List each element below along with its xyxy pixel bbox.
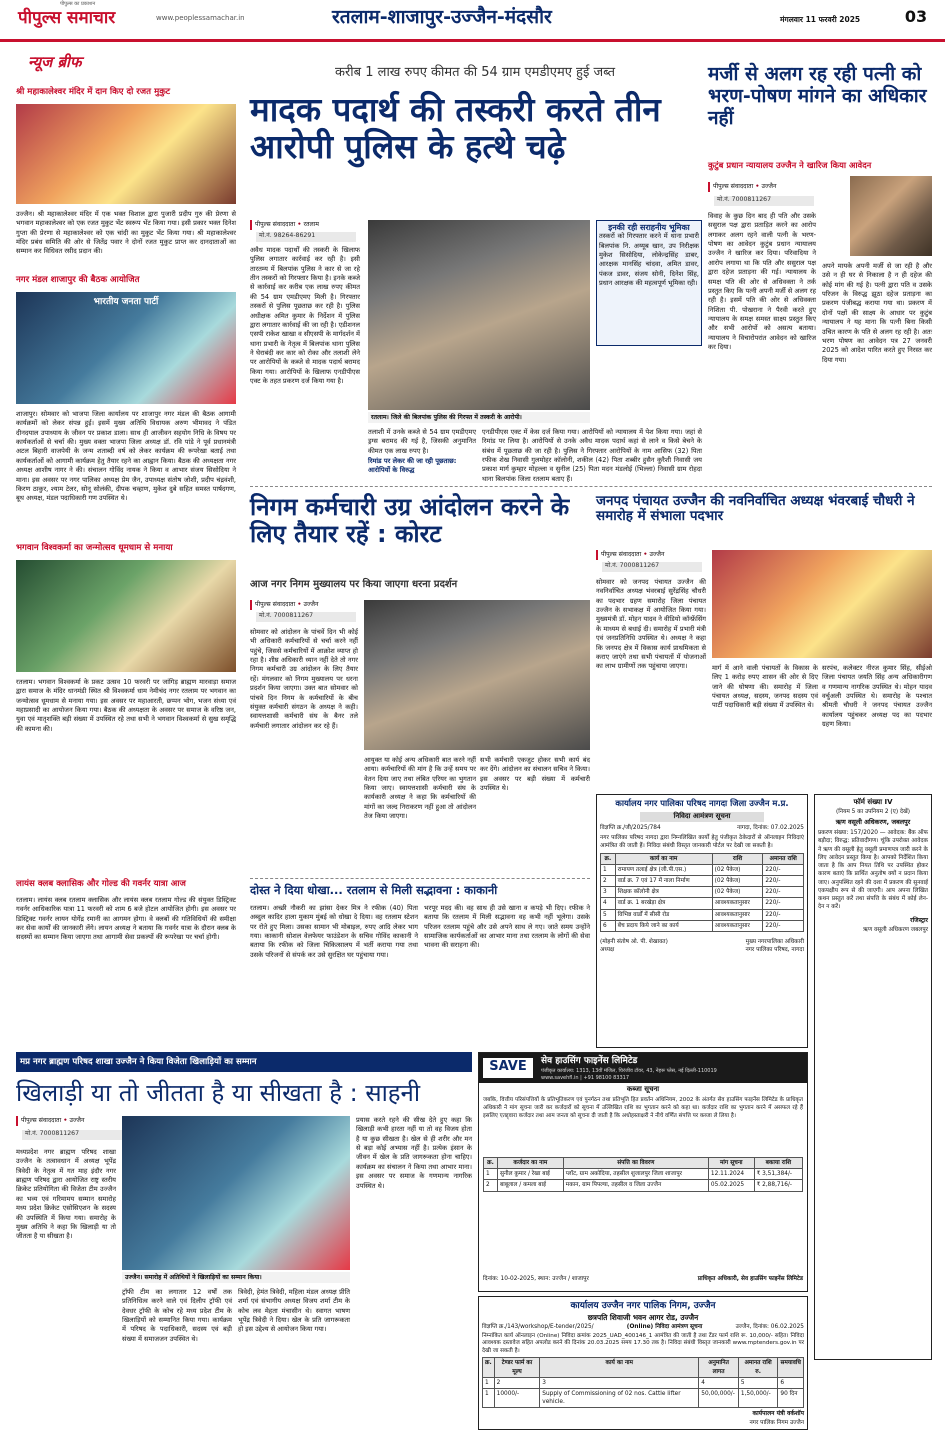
sv-cell: 1 xyxy=(484,1169,498,1180)
tender-nagda-intro: नगर पालिका परिषद नागदा द्वारा निम्नलिखित कार्यों हेतु पंजीकृत ठेकेदारों से ऑनलाइन निविदाएं आमंत्रित की जाती हैं। निविदा संबंधी विस्तृत जानकारी पोर्टल पर देखी जा सकती है। xyxy=(600,835,804,850)
tu-c4: 1,50,000/- xyxy=(738,1388,778,1407)
issue-date: मंगलवार 11 फरवरी 2025 xyxy=(780,15,861,24)
table-row xyxy=(601,909,804,920)
tu-h2: कार्य का नाम xyxy=(540,1358,699,1377)
tender-ujjain-table xyxy=(482,1357,804,1408)
sv-h2: संपत्ति का विवरण xyxy=(563,1158,708,1169)
brahmin-body-2: ट्रॉफी टीम का लगातार 12 वर्षों तक प्रतिनिधित्व करने वाले एवं दिलीप ट्रॉफी एवं देवधर ट्रॉफी के कोच रहे मध्य प्रदेश टीम के खिलाड़ियों को सम्मानित किया गया। कार्यक्रम में परिषद के पदाधिकारी, सदस्य एवं बड़ी संख्या में समाजजन उपस्थित थे। xyxy=(122,1288,232,1343)
save-ad xyxy=(478,1052,808,1292)
alimony-mobile: मो.नं. 7000811267 xyxy=(714,196,814,206)
tn-cell: 4 xyxy=(601,898,616,909)
brahmin-body-1: मध्यप्रदेश नगर ब्राह्मण परिषद शाखा उज्जैन के तत्वावधान में अध्यक्ष भूपेंद्र त्रिवेदी के नेतृत्व में गत माह इंदौर नगर ब्राह्मण परिषद द्वारा आयोजित राष्ट्र स्तरीय क्रिकेट प्रतियोगिता की विजेता टीम उज्जैन का भव्य एवं गरिमामय सम्मान समारोह मध्य प्रदेश क्रिकेट एसोसिएशन के सदस्य की उपस्थिति में किया गया। समारोह के मुख्य अतिथि ने कहा कि खिलाड़ी या तो जीतता है या सीखता है। xyxy=(16,1148,116,1241)
brahmin-photo xyxy=(122,1116,350,1270)
news-brief-column xyxy=(16,50,236,820)
tu-h0: क्र. xyxy=(483,1358,495,1377)
tu-h4: अमानत राशि रु. xyxy=(738,1358,778,1377)
brahmin-headline: खिलाड़ी या तो जीतता है या सीखता है : साहनी xyxy=(16,1079,421,1107)
edition-title: रतलाम-शाजापुर-उज्जैन-मंदसौर xyxy=(332,6,552,28)
friend-headline: दोस्त ने दिया धोखा... रतलाम से मिली सद्भावना : काकानी xyxy=(250,883,498,897)
friend-body-2: भरपूर मदद की। वह साथ ही उसे खाना व कपड़े भी दिए। रफीक ने बताया कि रतलाम में मिली सद्भावना वह कभी नहीं भूलेगा। उसके परिजन रतलाम पहुंचे और उसे अपने साथ ले गए। जाते समय उन्होंने सामाजिक कार्यकर्ताओं का आभार माना तथा रतलाम के लोगों की सेवा भावना की सराहना की। xyxy=(424,904,590,950)
logo-tag: पीपुल्स का प्रकाशन xyxy=(60,1,96,7)
tn-cell: (02 पैकेज) xyxy=(712,875,763,886)
tender-nagda-subtitle: निविदा आमंत्रण सूचना xyxy=(640,812,764,822)
lead-headline: मादक पदार्थ की तस्करी करते तीन आरोपी पुलिस के हत्थे चढ़े xyxy=(250,90,661,166)
tender-nagda xyxy=(596,794,808,1048)
tu-n4: 5 xyxy=(738,1377,778,1388)
brief-2-title: नगर मंडल शाजापुर की बैठक आयोजित xyxy=(16,275,140,285)
lead-callout: रिमांड पर लेकर की जा रही पूछताछ: आरोपियों के विरुद्ध xyxy=(368,457,457,475)
divider-1 xyxy=(250,486,932,487)
brief-3-photo xyxy=(16,560,236,672)
alimony-deck: कुटुंब प्रधान न्यायालय उज्जैन ने खारिज किया आवेदन xyxy=(708,160,872,170)
brief-1-title: श्री महाकालेश्वर मंदिर में दान किए दो रजत मुकुट xyxy=(16,87,171,97)
lead-byline: पीपुल्स संवाददाता • रतलाम xyxy=(250,220,370,230)
tender-ujjain-ref-row xyxy=(482,1323,804,1331)
brief-2-photo xyxy=(16,292,236,404)
tender-nagda-ref-row xyxy=(600,824,804,832)
janpad-byline: पीपुल्स संवाददाता • उज्जैन xyxy=(596,550,726,560)
tender-ujjain-sign: कार्यपालन यंत्री वर्कशॉप xyxy=(752,1410,804,1418)
corporation-byline-name: पीपुल्स संवाददाता xyxy=(255,601,296,608)
save-phone: +91 98100 83317 xyxy=(583,1075,629,1081)
tender-ujjain-sign-2: नगर पालिक निगम उज्जैन xyxy=(749,1419,804,1426)
tu-n1: 2 xyxy=(494,1377,540,1388)
janpad-body-2: मार्ग में आने वाली पंचायतों के विकास के लिए 1 करोड़ रुपए शासन की ओर से दिए जाने की घोषणा की। समारोह में जिला पंचायत अध्यक्ष, सदस्य, जनपद सदस्य एवं पार्टी पदाधिकारी बड़ी संख्या में उपस्थित थे। xyxy=(712,664,818,710)
tn-cell: 1 xyxy=(601,864,616,875)
table-row xyxy=(601,875,804,886)
masthead xyxy=(0,0,945,42)
news-brief-tag: न्यूज ब्रीफ xyxy=(28,53,82,71)
tn-cell: शिक्षक कॉलोनी क्षेत्र xyxy=(615,887,712,898)
sv-cell: बाबूलाल / कमला बाई xyxy=(497,1180,563,1191)
save-notice: जबकि, वित्तीय परिसंपत्तियों के प्रतिभूतिकरण एवं पुनर्गठन तथा प्रतिभूति हित प्रवर्तन अधिनियम, 2002 के अंतर्गत सेव हाउसिंग फाइनेंस लिमिटेड के प्राधिकृत अधिकारी ने मांग सूचना जारी कर कर्जदारों को सूचना में उल्लिखित राशि का भुगतान करने को कहा था। कर्जदार राशि का भुगतान करने में असफल रहे हैं इसलिए एतद्द्वारा कर्जदार तथा आम जनता को सूचना दी जाती है कि अधोहस्ताक्षरी ने नीचे वर्णित संपत्ति पर कब्जा ले लिया है। xyxy=(483,1097,803,1119)
tu-n2: 3 xyxy=(540,1377,699,1388)
tn-sign-right-name: मुख्य नगरपालिका अधिकारी xyxy=(745,939,804,946)
brief-3-title: भगवान विश्वकर्मा का जन्मोत्सव धूमधाम से मनाया xyxy=(16,543,173,553)
tn-h0: क्र. xyxy=(601,853,616,864)
alimony-byline-city: उज्जैन xyxy=(761,183,777,190)
brahmin-kicker-bar xyxy=(16,1052,472,1072)
tn-cell: आवश्यकतानुसार xyxy=(712,898,763,909)
brahmin-body-4: प्रयास करते रहने की सीख देते हुए कहा कि खिलाड़ी कभी हारता नहीं या तो वह विजय होता है या कुछ सीखता है। खेल से ही शरीर और मन से बड़ा कोई अभ्यास नहीं है। प्रत्येक इंसान के जीवन में खेल के प्रति जागरूकता होना चाहिए। कार्यक्रम का संचालन ने किया तथा आभार माना। इस अवसर पर समाज के गणमान्य नागरिक उपस्थित थे। xyxy=(356,1116,472,1190)
save-footer: दिनांक: 10-02-2025, स्थान: उज्जैन / शाजापुर xyxy=(483,1276,589,1282)
sv-h0: क्र. xyxy=(484,1158,498,1169)
tender-nagda-sign-left xyxy=(600,938,668,954)
save-address: पंजीकृत कार्यालय: 1313, 13वीं मंजिल, चिरंजीव टॉवर, 43, नेहरू प्लेस, नई दिल्ली-110019 xyxy=(541,1068,717,1074)
save-ad-header xyxy=(479,1053,807,1083)
tender-nagda-ref: विज्ञप्ति क्र./जी/2025/784 xyxy=(600,824,661,831)
corporation-deck: आज नगर निगम मुख्यालय पर किया जाएगा धरना प्रदर्शन xyxy=(250,579,458,590)
janpad-byline-city: उज्जैन xyxy=(649,551,665,558)
sv-cell: ₹ 3,51,384/- xyxy=(754,1169,802,1180)
lead-photo xyxy=(368,220,590,410)
tn-cell: विभिन्न वार्डों में सीसी रोड xyxy=(615,909,712,920)
tn-cell: 220/- xyxy=(763,875,804,886)
corporation-byline: पीपुल्स संवाददाता • उज्जैन xyxy=(250,600,370,610)
save-notice-title: कब्जा सूचना xyxy=(626,1085,660,1093)
table-row xyxy=(483,1388,804,1407)
brief-1-photo xyxy=(16,104,236,204)
tender-nagda-table xyxy=(600,853,804,933)
sv-cell: मकान, ग्राम पिपल्या, तहसील व जिला उज्जैन xyxy=(563,1180,708,1191)
corporation-photo xyxy=(364,600,590,750)
brahmin-byline: पीपुल्स संवाददाता • उज्जैन xyxy=(16,1116,136,1126)
tn-cell: (02 पैकेज) xyxy=(712,864,763,875)
table-row xyxy=(484,1180,803,1191)
alimony-headline: मर्जी से अलग रह रही पत्नी को भरण-पोषण मांगने का अधिकार नहीं xyxy=(708,63,927,129)
sv-cell: 05.02.2025 xyxy=(708,1180,754,1191)
tu-c1: 10000/- xyxy=(494,1388,540,1407)
tender-ujjain-date: उज्जैन, दिनांक: 06.02.2025 xyxy=(735,1324,804,1331)
tn-cell: आवश्यकतानुसार xyxy=(712,909,763,920)
lead-mobile: मो.नं. 98264-86291 xyxy=(256,232,356,242)
sv-h3: मांग सूचना xyxy=(708,1158,754,1169)
save-table-wrap xyxy=(483,1157,803,1261)
tu-n0: 1 xyxy=(483,1377,495,1388)
lead-body-1: अवैध मादक पदार्थों की तस्करी के खिलाफ पुलिस लगातार कार्रवाई कर रही है। इसी तारतम्य में बिलपांक पुलिस ने कार से जा रहे तीन तस्करों को गिरफ्तार किया है। इनके कब्जे से कार्रवाई कर करीब एक लाख रुपए कीमत की 54 ग्राम एमडीएमए मिली है। गिरफ्तार तस्करों से पुलिस पूछताछ कर रही है। पुलिस अधीक्षक अमित कुमार के निर्देशन में पुलिस द्वारा लगातार कार्रवाई की जा रही है। एडीशनल एसपी राकेश खाखा व सीएसपी के मार्गदर्शन में थाना प्रभारी के नेतृत्व में बिलपांक थाना पुलिस ने घेराबंदी कर कार को रोका और तलाशी लेने पर आरोपियों के कब्जे से मादक पदार्थ बरामद किया गया। आरोपियों के खिलाफ एनडीपीएस एक्ट के तहत प्रकरण दर्ज किया गया है। xyxy=(250,246,360,386)
save-sign: प्राधिकृत अधिकारी, सेव हाउसिंग फाइनेंस लिमिटेड xyxy=(697,1276,803,1282)
corporation-headline: निगम कर्मचारी उग्र आंदोलन करने के लिए तैयार रहें : कोरट xyxy=(250,493,570,548)
tn-h1: कार्य का नाम xyxy=(615,853,712,864)
brahmin-kicker: मप्र नगर ब्राह्मण परिषद शाखा उज्जैन ने किया विजेता खिलाड़ियों का सम्मान xyxy=(20,1057,257,1067)
save-logo: SAVE xyxy=(483,1058,533,1078)
save-table xyxy=(483,1157,803,1192)
appreciation-title: इनकी रही सराहनीय भूमिका xyxy=(608,223,690,232)
tn-cell: 6 xyxy=(601,920,616,931)
corporation-mobile: मो.नं. 7000811267 xyxy=(256,612,356,622)
lead-kicker: करीब 1 लाख रुपए कीमत की 54 ग्राम एमडीएमए हुई जब्त xyxy=(335,65,615,80)
janpad-body-3: सरपंच, कलेक्टर नीरज कुमार सिंह, सीईओ जिला पंचायत जयति सिंह अन्य अधिकारीगण व गणमान्य नागरिक उपस्थित थे। मोहन यादव वर्चुअली उपस्थित थे। समारोह के पश्चात श्रीमती चौधरी ने जनपद पंचायत उज्जैन कार्यालय पहुंचकर अध्यक्ष पद का पदभार ग्रहण किया। xyxy=(822,664,932,729)
table-row xyxy=(484,1169,803,1180)
sv-cell: ₹ 2,88,716/- xyxy=(754,1180,802,1191)
tender-nagda-date: नागदा, दिनांक: 07.02.2025 xyxy=(737,824,804,831)
lead-body-3: एनडीपीएस एक्ट में केस दर्ज किया गया। आरोपियों को न्यायालय में पेश किया गया। जहां से रिमांड पर लिया है। आरोपियों से उनके अवैध मादक पदार्थ कहां से लाने व किसे बेचने के संबंध में पूछताछ की जा रही है। पुलिस ने गिरफ्तार आरोपियों के नाम आसिफ (32) पिता रफीक शेख निवासी गुलमोहर कॉलोनी, शकील (42) पिता शब्बीर हुसैन कुरैशी निवासी जय प्रकाश मार्ग कुम्हार मोहल्ला व सुनील (25) पिता मदन मंडलोई (भिल्ला) निवासी ग्राम रोहदा थाना बिलपांक जिला रतलाम बताए हैं। xyxy=(482,428,702,483)
table-row xyxy=(601,898,804,909)
tu-h5: समयावधि xyxy=(778,1358,804,1377)
tender-ujjain-ref: विज्ञप्ति क्र./143/workshop/E-tender/2025/ xyxy=(482,1324,594,1331)
tu-n3: 4 xyxy=(699,1377,739,1388)
sv-cell: प्लॉट, ग्राम अकोदिया, तहसील शुजालपुर जिला शाजापुर xyxy=(563,1169,708,1180)
tn-cell: 2 xyxy=(601,875,616,886)
tender-ujjain xyxy=(478,1296,808,1430)
brahmin-body-3: त्रिवेदी, हेमंत त्रिवेदी, महिला मंडल अध्यक्ष प्रीति शर्मा एवं संभागीय अध्यक्ष विजय शर्मा टीम के कोच लव मेहता मंचासीन थे। स्वागत भाषण भूपेंद्र त्रिवेदी ने दिया। खेल के प्रति जागरूकता हो इस उद्देश्य से आयोजन किया गया। xyxy=(238,1288,350,1334)
corporation-body-2: आयुक्त या कोई अन्य अधिकारी बात करने नहीं आया। कर्मचारियों की मांग है कि उन्हें समय पर वेतन दिया जाए तथा लंबित एरियर का भुगतान किया जाए। स्वायत्तशासी कर्मचारी संघ के कार्यकारी अध्यक्ष ने कहा कि कर्मचारियों की मांगों का जल्द निराकरण नहीं हुआ तो आंदोलन तेज किया जाएगा। xyxy=(364,756,476,821)
website: www.peoplessamachar.in xyxy=(156,14,245,22)
lead-byline-name: पीपुल्स संवाददाता xyxy=(255,221,296,228)
tn-cell: 220/- xyxy=(763,920,804,931)
divider-2 xyxy=(250,878,590,879)
tn-sign-right-role: नगर पालिका परिषद, नागदा xyxy=(745,947,804,954)
brief-4-title: लायंस क्लब क्लासिक और गोल्ड की गवर्नर यात्रा आज xyxy=(16,879,186,889)
sv-cell: 2 xyxy=(484,1180,498,1191)
friend-body-1: रतलाम। अच्छी नौकरी का झांसा देकर मित्र ने रफीक (40) पिता अब्दुल कादिर हाला मुकाम मुंबई को धोखा दे दिया। वह रतलाम स्टेशन पर रोते हुए मिला। उसका सामान भी मोबाइल, रुपए आदि लेकर भाग गया। काकानी सोशल वेलफेयर फाउंडेशन के सचिव गोविंद काकानी ने बताया कि रफीक को जिला चिकित्सालय में भर्ती कराया गया तथा उसके परिजनों से संपर्क कर उसे सुरक्षित घर पहुंचाया गया। xyxy=(250,904,418,959)
tn-cell: 220/- xyxy=(763,864,804,875)
brief-2-body: शाजापुर। सोमवार को भाजपा जिला कार्यालय पर शाजापुर नगर मंडल की बैठक आगामी कार्यक्रमों को लेकर संपन्न हुई। इसमें मुख्य अतिथि विधायक अरुण भीमावद ने पंडित दीनदयाल उपाध्याय के जीवन पर प्रकाश डाला। साथ ही आजीवन सहयोग निधि के विषय पर कार्यकर्ताओं से चर्चा की। मुख्य वक्ता भाजपा जिला अध्यक्ष डॉ. रवि पांडे ने पूर्व प्रधानमंत्री अटल बिहारी वाजपेयी के जन्म शताब्दी वर्ष को लेकर कार्यक्रम की रूपरेखा बताई तथा कार्यकर्ताओं को आगामी कार्यक्रम हेतु तैयार रहने का आह्वान किया। बैठक की अध्यक्षता नगर अध्यक्ष आशीष नागर ने की। संचालन गोविंद नायक ने किया व आभार संजय सिसोदिया ने माना। इस अवसर पर नगर पालिका अध्यक्ष प्रेम जैन, उपाध्यक्ष संतोष जोशी, प्रदीप चंद्रवंशी, किरण ठाकुर, श्याम टेलर, सोनू सोलंकी, दीपक चव्हाण, मुकेश दुबे सहित समस्त पार्षदगण, बूथ अध्यक्ष, मंडल पदाधिकारी गण उपस्थित थे। xyxy=(16,410,236,503)
legal-court: ऋण वसूली अधिकरण, जबलपुर xyxy=(835,818,911,827)
corporation-byline-city: उज्जैन xyxy=(303,601,319,608)
save-web: www.savehfl.in xyxy=(541,1075,579,1081)
tn-cell: 220/- xyxy=(763,909,804,920)
sv-h1: कर्जदार का नाम xyxy=(497,1158,563,1169)
table-row xyxy=(601,887,804,898)
brahmin-byline-name: पीपुल्स संवाददाता xyxy=(21,1117,62,1124)
tn-cell: बेंच प्रदाय किये जाने का कार्य xyxy=(615,920,712,931)
janpad-body-1: सोमवार को जनपद पंचायत उज्जैन की नवनिर्वाचित अध्यक्ष भंवरबाई सुरेंद्रसिंह चौधरी का पदभार ग्रहण समारोह जिला पंचायत उज्जैन के सभाकक्ष में आयोजित किया गया। मुख्यमंत्री डॉ. मोहन यादव ने वीडियो कॉन्फ्रेंसिंग के माध्यम से बधाई दी। समारोह में प्रभारी मंत्री एवं जनप्रतिनिधि उपस्थित थे। अध्यक्ष ने कहा कि जनपद क्षेत्र में विकास कार्य प्राथमिकता से कराए जाएंगे तथा सभी पंचायतों में योजनाओं का लाभ ग्रामीणों तक पहुंचाया जाएगा। xyxy=(596,578,706,671)
tn-h3: अमानत राशि xyxy=(763,853,804,864)
appreciation-body: तस्करों को गिरफ्तार करने में थाना प्रभारी बिलपांक नि. अय्यूब खान, उप निरीक्षक मुकेश सिसोदिया, लोकेन्द्रसिंह डाबर, आरक्षक मानसिंह चांदवा, अमित डावर, पंकज डावर, संजय सोनी, दिनेश सिंह, प्रधान आरक्षक की महत्वपूर्ण भूमिका रही। xyxy=(599,232,699,287)
alimony-byline: पीपुल्स संवाददाता • उज्जैन xyxy=(708,182,838,192)
tender-ujjain-intro: निम्नांकित कार्य ऑनलाइन (Online) निविदा क्रमांक 2025_UAD_400146_1 आमंत्रित की जाती है तथा टेंडर फार्म राशि रू. 10,000/- सहित। निविदा आवश्यक दस्तावेज सहित अपलोड करने की दिनांक 20.03.2025 समय 17.30 तक है। निविदा संबंधी विस्तृत जानकारी www.mptenders.gov.in पर देखी जा सकती है। xyxy=(482,1332,804,1355)
janpad-headline: जनपद पंचायत उज्जैन की नवनिर्वाचित अध्यक्ष भंवरबाई चौधरी ने समारोह में संभाला पदभार xyxy=(596,493,915,525)
tender-ujjain-subtitle: छत्रपति शिवाजी भवन आगर रोड, उज्जैन xyxy=(587,1312,699,1322)
tu-c5: 90 दिन xyxy=(778,1388,804,1407)
tu-c3: 50,00,000/- xyxy=(699,1388,739,1407)
tn-cell: वार्ड क्र. 1 बरखेड़ा क्षेत्र xyxy=(615,898,712,909)
tn-sign-left-name: (मोहनी संतोष ओ. पी. शेखावत) xyxy=(600,939,668,946)
tn-cell: 3 xyxy=(601,887,616,898)
save-contact: www.savehfl.in | +91 98100 83317 xyxy=(541,1075,629,1081)
janpad-photo xyxy=(712,550,932,658)
tn-cell: 5 xyxy=(601,909,616,920)
janpad-byline-name: पीपुल्स संवाददाता xyxy=(601,551,642,558)
janpad-mobile: मो.नं. 7000811267 xyxy=(602,562,702,572)
save-title: सेव हाउसिंग फाइनेंस लिमिटेड xyxy=(541,1056,638,1066)
tu-c0: 1 xyxy=(483,1388,495,1407)
brief-2-banner: भारतीय जनता पार्टी xyxy=(93,297,159,307)
table-row xyxy=(601,864,804,875)
alimony-body-2: अपने मायके अपनी मर्जी से जा रही है और उसे न ही घर से निकाला है न ही दहेज की कोई मांग की गई है। पत्नी द्वारा पति व उसके परिजन के विरुद्ध झूठा दहेज प्रताड़ना का प्रकरण पंजीबद्ध कराया गया था। प्रकरण में दोनों पक्षों की साक्ष्य के आधार पर कुटुंब न्यायालय ने यह माना कि पत्नी बिना किसी उचित कारण के पति से अलग रह रही है। अतः भरण पोषण का आवेदन पत्र 27 जनवरी 2025 को आदेश पारित करते हुए निरस्त कर दिया गया। xyxy=(822,262,932,364)
lead-byline-city: रतलाम xyxy=(303,221,320,228)
lead-photo-caption: रतलाम। जिले की बिलपांक पुलिस की गिरफ्त में तस्करी के आरोपी। xyxy=(368,412,590,423)
sv-cell: सुनील कुमार / रेखा बाई xyxy=(497,1169,563,1180)
tn-cell: 220/- xyxy=(763,887,804,898)
legal-subtitle: (नियम 5 का उपनियम 2 (ए) देखें) xyxy=(835,808,911,815)
brahmin-mobile: मो.नं. 7000811267 xyxy=(22,1130,122,1140)
tn-sign-left-role: अध्यक्ष xyxy=(600,947,615,954)
logo: पीपुल्स समाचार xyxy=(18,8,116,28)
tu-h1: टेण्डर फार्म का मूल्य xyxy=(494,1358,540,1377)
tu-c2: Supply of Commissioning of 02 nos. Cattle lifter vehicle. xyxy=(540,1388,699,1407)
brief-4-body: रतलाम। लायंस क्लब रतलाम क्लासिक और लायंस क्लब रतलाम गोल्ड की संयुक्त डिस्ट्रिक्ट गवर्नर आधिकारिक यात्रा 11 फरवरी को शाम 6 बजे होटल आयोजित होगी। इस अवसर पर डिस्ट्रिक्ट गवर्नर लायन योगेंद्र रमानी का आगमन होगा। वे क्लबों की गतिविधियों की समीक्षा कर सेवा कार्यों की जानकारी लेंगे। लायन अध्यक्ष ने बताया कि गवर्नर यात्रा के दौरान क्लब के सदस्यों का सम्मान किया जाएगा तथा आगामी सेवा प्रकल्पों की रूपरेखा पर चर्चा होगी। xyxy=(16,896,236,942)
legal-notice xyxy=(814,794,932,1360)
tn-cell: आवश्यकतानुसार xyxy=(712,920,763,931)
legal-footer-2: ऋण वसूली अधिकरण जबलपुर xyxy=(863,926,928,933)
tender-ujjain-title: कार्यालय उज्जैन नगर पालिक निगम, उज्जैन xyxy=(570,1301,716,1311)
tender-ujjain-line: (Online) निविदा आमंत्रण सूचना xyxy=(626,1324,703,1331)
tn-cell: 220/- xyxy=(763,898,804,909)
tender-nagda-signs xyxy=(600,938,804,954)
sv-cell: 12.11.2024 xyxy=(708,1169,754,1180)
tender-nagda-sign-right xyxy=(745,938,804,954)
appreciation-box xyxy=(596,220,702,346)
brief-3-body: रतलाम। भगवान विश्वकर्मा के प्रकट उत्सव 10 फरवरी पर जांगिड़ ब्राह्मण मारवाड़ा समाज द्वारा समाज के मंदिर धानमंडी स्थित श्री विश्वकर्मा धाम नेमीचंद नगर रतलाम पर भगवान का जन्मोत्सव धूमधाम से मनाया गया। इस अवसर पर महाआरती, छप्पन भोग, भजन संध्या एवं महाप्रसादी का आयोजन किया गया। बैठक की अध्यक्षता के अवसर पर समाज के वरिष्ठ जन, युवा एवं मातृशक्ति बड़ी संख्या में उपस्थित रहे तथा सभी ने भगवान विश्वकर्मा से सुख समृद्धि की कामना की। xyxy=(16,678,236,733)
table-row xyxy=(601,920,804,931)
legal-footer: रजिस्ट्रार xyxy=(910,917,928,925)
alimony-body-1: विवाह के कुछ दिन बाद ही पति और उसके ससुराल पक्ष द्वारा प्रताड़ित करने का आरोप लगाकर अलग रहने वाली पत्नी के भरण-पोषण का आवेदन कुटुंब प्रधान न्यायालय उज्जैन ने खारिज कर दिया। परिवादिया ने आरोप लगाया था कि पति और ससुराल पक्ष द्वारा दहेज प्रताड़ना की गई। न्यायालय के समक्ष पति की ओर से अधिवक्ता ने तर्क प्रस्तुत किए कि पत्नी अपनी मर्जी से अलग रह रही है। इसमें पति की ओर से अधिवक्ता निशिता पी. पोखराना ने पैरवी करते हुए न्यायालय के समक्ष समस्त साक्ष्य प्रस्तुत किए और सभी आरोपों को असत्य बताया। न्यायालय ने विचारोपरांत आवेदन को खारिज कर दिया। xyxy=(708,212,816,352)
lead-body-2: तलाशी में उनके कब्जे से 54 ग्राम एमडीएमए ड्रग्स बरामद की गई है, जिसकी अनुमानित कीमत एक लाख रुपए है। xyxy=(368,428,476,455)
legal-title: फॉर्म संख्या IV xyxy=(853,798,893,806)
corporation-body-3: सभी कर्मचारी एकजुट होकर सभी कार्य बंद कर देंगे। आंदोलन का संचालन सचिव ने किया। इस अवसर पर बड़ी संख्या में कर्मचारी उपस्थित थे। xyxy=(480,756,590,793)
tn-cell: रामायण तलाई क्षेत्र (जी.पी.एस.) xyxy=(615,864,712,875)
page-number: 03 xyxy=(904,7,928,26)
tn-cell: वार्ड क्र. 7 एवं 17 में नाला निर्माण xyxy=(615,875,712,886)
tu-h3: अनुमानित लागत xyxy=(699,1358,739,1377)
tn-cell: (02 पैकेज) xyxy=(712,887,763,898)
brahmin-byline-city: उज्जैन xyxy=(69,1117,85,1124)
tn-h2: राशि xyxy=(712,853,763,864)
tender-nagda-title: कार्यालय नगर पालिका परिषद नागदा जिला उज्जैन म.प्र. xyxy=(615,798,789,808)
alimony-byline-name: पीपुल्स संवाददाता xyxy=(713,183,754,190)
tu-n5: 6 xyxy=(778,1377,804,1388)
sv-h4: बकाया राशि xyxy=(754,1158,802,1169)
brief-1-body: उज्जैन। श्री महाकालेश्वर मंदिर में एक भक्त विशाल द्वारा पुजारी प्रदीप गुरु की प्रेरणा से भगवान महाकालेश्वर को एक रजत मुकुट भेंट स्वरूप भेंट किया गया। इसी प्रकार भक्त दिनेश गुप्ता की प्रेरणा से महाकालेश्वर को एक चांदी का मुकुट भेंट किया गया। श्री महाकालेश्वर मंदिर प्रबंध समिति की ओर से जितेंद्र पवार ने दोनों रजत मुकुट प्राप्त कर दानदाताओं का सम्मान कर विधिवत रसीद प्रदान की। xyxy=(16,210,236,256)
brahmin-photo-caption: उज्जैन। समारोह में अतिथियों ने खिलाड़ियों का सम्मान किया। xyxy=(122,1272,350,1283)
gavel-photo xyxy=(850,176,932,256)
legal-body: प्रकरण संख्या: 157/2020 — आवेदक: बैंक ऑफ बड़ौदा; विरुद्ध: प्रतिवादीगण। चूंकि उपरोक्त आवेदक ने ऋण की वसूली हेतु वसूली प्रमाणपत्र जारी करने के लिए आवेदन प्रस्तुत किया है। आपको निर्देशित किया जाता है कि आप नियत तिथि पर उपस्थित होकर कारण बताएं कि प्रार्थित अनुतोष क्यों न प्रदान किया जाए। अनुपस्थित रहने की दशा में प्रकरण की सुनवाई एकपक्षीय रूप से की जाएगी। आप अपना लिखित कथन प्रस्तुत करें तथा संपत्ति के संबंध में कोई लेन-देन न करें। xyxy=(818,830,928,911)
corporation-body-1: सोमवार को आंदोलन के पांचवें दिन भी कोई भी अधिकारी कर्मचारियों से चर्चा करने नहीं पहुंचे, जिससे कर्मचारियों में आक्रोश व्याप्त हो रहा है। शीघ्र अधिकारी ध्यान नहीं देते तो नगर निगम कर्मचारी उग्र आंदोलन के लिए तैयार रहें। मंगलवार को निगम मुख्यालय पर धरना प्रदर्शन किया जाएगा। उक्त बात सोमवार को पांचवे दिन निगम के कर्मचारियों के बीच संयुक्त कर्मचारी संगठन के अध्यक्ष ने कही। स्वायत्तशासी कर्मचारी संघ के बैनर तले कर्मचारी लगातार आंदोलन कर रहे हैं। xyxy=(250,628,358,730)
